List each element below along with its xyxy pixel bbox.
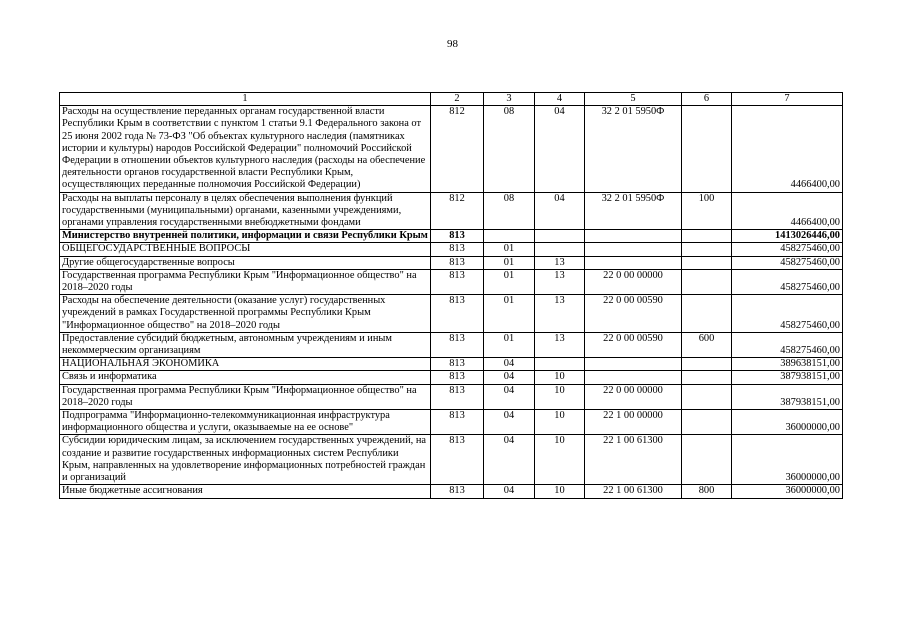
cell-rz [484, 230, 535, 243]
cell-pr: 10 [535, 384, 585, 409]
cell-rz: 08 [484, 192, 535, 230]
cell-name: Связь и информатика [60, 371, 431, 384]
table-row [60, 384, 843, 409]
cell-amount: 36000000,00 [732, 485, 843, 498]
cell-amount: 36000000,00 [732, 435, 843, 485]
table-row [60, 371, 843, 384]
cell-grbs: 813 [431, 435, 484, 485]
cell-csr: 32 2 01 5950Ф [585, 106, 682, 192]
cell-grbs: 812 [431, 106, 484, 192]
column-header: 4 [535, 93, 585, 106]
cell-pr [535, 358, 585, 371]
cell-amount: 387938151,00 [732, 371, 843, 384]
cell-grbs: 813 [431, 269, 484, 294]
table-row [60, 295, 843, 333]
cell-vr [682, 295, 732, 333]
cell-amount: 458275460,00 [732, 243, 843, 256]
cell-csr: 22 0 00 00000 [585, 269, 682, 294]
cell-name: Расходы на осуществление переданных органам государственной власти Республики Крым в соответствии с пунктом 1 статьи 9.1 Федерального закона от 25 июня 2002 года № 73-ФЗ "Об объектах культурного наследия (памятниках истории и культуры) народов Российской Федерации" полномочий Российской Федерации в отношении объектов культурного наследия (расходы на обеспечение деятельности органов государственной власти Республики Крым, осуществляющих переданные полномочия Российской Федерации) [60, 106, 431, 192]
cell-vr [682, 358, 732, 371]
table-row [60, 256, 843, 269]
cell-vr [682, 106, 732, 192]
table-row [60, 192, 843, 230]
cell-vr: 600 [682, 332, 732, 357]
budget-table [59, 92, 843, 499]
cell-pr [535, 243, 585, 256]
column-header: 1 [60, 93, 431, 106]
cell-grbs: 813 [431, 485, 484, 498]
cell-grbs: 813 [431, 371, 484, 384]
table-row [60, 358, 843, 371]
cell-csr: 22 1 00 00000 [585, 410, 682, 435]
cell-amount: 458275460,00 [732, 256, 843, 269]
column-header: 2 [431, 93, 484, 106]
cell-csr: 22 0 00 00590 [585, 332, 682, 357]
cell-rz: 04 [484, 435, 535, 485]
column-header: 3 [484, 93, 535, 106]
cell-pr: 13 [535, 256, 585, 269]
cell-name: Предоставление субсидий бюджетным, автономным учреждениям и иным некоммерческим организациям [60, 332, 431, 357]
cell-amount: 4466400,00 [732, 106, 843, 192]
cell-amount: 4466400,00 [732, 192, 843, 230]
cell-pr: 10 [535, 435, 585, 485]
cell-grbs: 813 [431, 384, 484, 409]
cell-amount: 389638151,00 [732, 358, 843, 371]
cell-pr: 04 [535, 192, 585, 230]
cell-amount: 458275460,00 [732, 269, 843, 294]
cell-vr [682, 384, 732, 409]
cell-amount: 387938151,00 [732, 384, 843, 409]
cell-pr: 13 [535, 332, 585, 357]
cell-csr [585, 243, 682, 256]
column-header: 6 [682, 93, 732, 106]
table-row [60, 230, 843, 243]
cell-rz: 04 [484, 410, 535, 435]
cell-amount: 458275460,00 [732, 295, 843, 333]
cell-grbs: 813 [431, 243, 484, 256]
table-row [60, 410, 843, 435]
table-row [60, 332, 843, 357]
table-row [60, 435, 843, 485]
cell-name: Государственная программа Республики Крым "Информационное общество" на 2018–2020 годы [60, 384, 431, 409]
cell-amount: 458275460,00 [732, 332, 843, 357]
cell-rz: 01 [484, 332, 535, 357]
cell-name: Подпрограмма "Информационно-телекоммуникационная инфраструктура информационного общества и услуги, оказываемые на ее основе" [60, 410, 431, 435]
cell-csr: 22 0 00 00000 [585, 384, 682, 409]
cell-pr: 04 [535, 106, 585, 192]
cell-name: ОБЩЕГОСУДАРСТВЕННЫЕ ВОПРОСЫ [60, 243, 431, 256]
cell-vr [682, 410, 732, 435]
cell-name: Другие общегосударственные вопросы [60, 256, 431, 269]
cell-grbs: 813 [431, 230, 484, 243]
cell-rz: 01 [484, 269, 535, 294]
cell-csr [585, 230, 682, 243]
cell-rz: 01 [484, 256, 535, 269]
cell-name: Государственная программа Республики Крым "Информационное общество" на 2018–2020 годы [60, 269, 431, 294]
cell-csr: 22 1 00 61300 [585, 485, 682, 498]
page-number: 98 [447, 38, 458, 50]
cell-csr: 22 0 00 00590 [585, 295, 682, 333]
table-row [60, 106, 843, 192]
cell-grbs: 813 [431, 295, 484, 333]
table-row [60, 243, 843, 256]
cell-grbs: 812 [431, 192, 484, 230]
cell-pr: 13 [535, 269, 585, 294]
cell-pr [535, 230, 585, 243]
cell-vr [682, 256, 732, 269]
cell-rz: 04 [484, 384, 535, 409]
cell-rz: 08 [484, 106, 535, 192]
cell-name: Расходы на обеспечение деятельности (оказание услуг) государственных учреждений в рамках Государственной программы Республики Крым "Информационное общество" на 2018–2020 годы [60, 295, 431, 333]
cell-csr: 32 2 01 5950Ф [585, 192, 682, 230]
cell-vr [682, 371, 732, 384]
cell-rz: 04 [484, 371, 535, 384]
cell-rz: 01 [484, 295, 535, 333]
cell-pr: 10 [535, 410, 585, 435]
cell-vr: 800 [682, 485, 732, 498]
cell-grbs: 813 [431, 358, 484, 371]
cell-amount: 36000000,00 [732, 410, 843, 435]
cell-csr [585, 256, 682, 269]
cell-vr [682, 230, 732, 243]
cell-pr: 10 [535, 371, 585, 384]
cell-name: Субсидии юридическим лицам, за исключением государственных учреждений, на создание и развитие государственных информационных систем Республики Крым, направленных на удовлетворение информационных потребностей граждан и организаций [60, 435, 431, 485]
cell-name: Иные бюджетные ассигнования [60, 485, 431, 498]
cell-grbs: 813 [431, 332, 484, 357]
cell-amount: 1413026446,00 [732, 230, 843, 243]
cell-name: НАЦИОНАЛЬНАЯ ЭКОНОМИКА [60, 358, 431, 371]
table-header-row [60, 93, 843, 106]
cell-grbs: 813 [431, 410, 484, 435]
cell-csr [585, 371, 682, 384]
cell-rz: 04 [484, 485, 535, 498]
cell-vr: 100 [682, 192, 732, 230]
column-header: 5 [585, 93, 682, 106]
table-row [60, 485, 843, 498]
cell-vr [682, 435, 732, 485]
cell-vr [682, 269, 732, 294]
cell-csr [585, 358, 682, 371]
cell-rz: 04 [484, 358, 535, 371]
cell-csr: 22 1 00 61300 [585, 435, 682, 485]
cell-name: Министерство внутренней политики, информации и связи Республики Крым [60, 230, 431, 243]
cell-name: Расходы на выплаты персоналу в целях обеспечения выполнения функций государственными (муниципальными) органами, казенными учреждениями, органами управления государственными внебюджетными фондами [60, 192, 431, 230]
column-header: 7 [732, 93, 843, 106]
cell-pr: 13 [535, 295, 585, 333]
cell-rz: 01 [484, 243, 535, 256]
cell-vr [682, 243, 732, 256]
cell-pr: 10 [535, 485, 585, 498]
cell-grbs: 813 [431, 256, 484, 269]
table-row [60, 269, 843, 294]
